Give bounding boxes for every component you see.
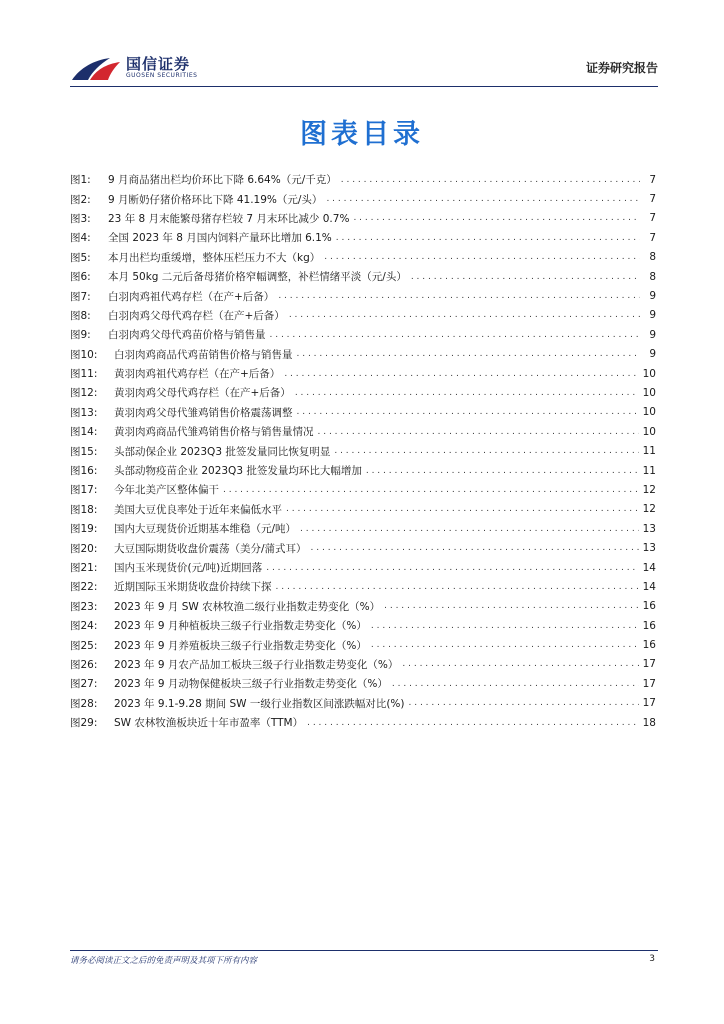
toc-entry[interactable] [70, 500, 656, 519]
toc-dot-leader [297, 349, 641, 359]
toc-figure-number: 图26: [70, 658, 98, 671]
toc-page-number[interactable]: 10 [642, 425, 656, 438]
toc-figure-title[interactable]: 黄羽肉鸡父母代雏鸡销售价格震荡调整 [114, 406, 293, 419]
toc-figure-title[interactable]: 2023 年 9 月种植板块三级子行业指数走势变化（%） [114, 620, 367, 633]
toc-figure-number: 图9: [70, 329, 91, 342]
toc-figure-number: 图19: [70, 523, 98, 536]
toc-entry[interactable] [70, 422, 656, 441]
page-number: 3 [649, 954, 655, 964]
toc-page-number[interactable]: 18 [642, 716, 656, 729]
toc-page-number[interactable]: 9 [649, 328, 656, 341]
toc-page-number[interactable]: 17 [642, 677, 656, 690]
toc-dot-leader [295, 388, 639, 398]
toc-entry[interactable] [70, 461, 656, 480]
toc-figure-number: 图24: [70, 620, 98, 633]
toc-entry[interactable] [70, 209, 656, 228]
toc-figure-number: 图6: [70, 271, 91, 284]
toc-figure-title[interactable]: 2023 年 9 月农产品加工板块三级子行业指数走势变化（%） [114, 658, 399, 671]
guosen-logo [70, 52, 230, 84]
toc-page-number[interactable]: 12 [642, 483, 656, 496]
toc-entry[interactable] [70, 345, 656, 364]
page-title: 图表目录 [300, 119, 424, 150]
toc-entry[interactable] [70, 558, 656, 577]
toc-page-number[interactable]: 8 [649, 251, 656, 264]
toc-entry[interactable] [70, 228, 656, 247]
toc-entry[interactable] [70, 713, 656, 732]
toc-entry[interactable] [70, 267, 656, 286]
toc-figure-number: 图8: [70, 309, 91, 322]
toc-dot-leader [353, 213, 640, 223]
header-divider [70, 86, 658, 87]
toc-figure-title[interactable]: 今年北美产区整体偏干 [114, 484, 219, 497]
toc-figure-number: 图5: [70, 251, 91, 264]
toc-figure-title[interactable]: SW 农林牧渔板块近十年市盈率（TTM） [114, 717, 304, 730]
toc-dot-leader [284, 369, 638, 379]
figure-table-of-contents [70, 170, 656, 732]
toc-page-number[interactable]: 7 [649, 231, 656, 244]
toc-dot-leader [297, 407, 639, 417]
toc-page-number[interactable]: 13 [642, 542, 656, 555]
toc-dot-leader [371, 621, 639, 631]
toc-figure-number: 图4: [70, 232, 91, 245]
toc-figure-title[interactable]: 2023 年 9 月 SW 农林牧渔二级行业指数走势变化（%） [114, 600, 381, 613]
toc-figure-number: 图29: [70, 717, 98, 730]
toc-figure-title[interactable]: 23 年 8 月末能繁母猪存栏较 7 月末环比减少 0.7% [108, 212, 350, 225]
toc-figure-number: 图14: [70, 426, 98, 439]
page-header [70, 52, 658, 86]
toc-figure-title[interactable]: 全国 2023 年 8 月国内饲料产量环比增加 6.1% [108, 232, 332, 245]
toc-dot-leader [402, 659, 638, 669]
toc-figure-title[interactable]: 白羽肉鸡祖代鸡存栏（在产+后备） [108, 290, 275, 303]
toc-figure-number: 图13: [70, 406, 98, 419]
toc-dot-leader [326, 194, 640, 204]
toc-page-number[interactable]: 7 [649, 193, 656, 206]
toc-page-number[interactable]: 11 [642, 445, 656, 458]
toc-figure-title[interactable]: 2023 年 9.1-9.28 期间 SW 一级行业指数区间涨跌幅对比(%) [114, 697, 405, 710]
toc-figure-number: 图20: [70, 542, 98, 555]
toc-figure-title[interactable]: 国内大豆现货价近期基本维稳（元/吨） [114, 523, 297, 536]
toc-figure-number: 图21: [70, 562, 98, 574]
toc-figure-number: 图1: [70, 174, 91, 187]
toc-entry[interactable] [70, 403, 656, 422]
toc-page-number[interactable]: 16 [642, 639, 656, 652]
toc-dot-leader [341, 175, 640, 185]
toc-page-number[interactable]: 14 [642, 561, 656, 574]
toc-entry[interactable] [70, 674, 656, 693]
toc-dot-leader [336, 233, 640, 243]
toc-figure-title[interactable]: 黄羽肉鸡父母代鸡存栏（在产+后备） [114, 387, 291, 400]
toc-figure-title[interactable]: 2023 年 9 月动物保健板块三级子行业指数走势变化（%） [114, 678, 388, 691]
toc-figure-title[interactable]: 头部动保企业 2023Q3 批签发量同比恢复明显 [114, 445, 331, 458]
toc-figure-title[interactable]: 本月 50kg 二元后备母猪价格窄幅调整，补栏情绪平淡（元/头） [108, 271, 407, 284]
toc-figure-title[interactable]: 2023 年 9 月养殖板块三级子行业指数走势变化（%） [114, 639, 367, 652]
toc-figure-number: 图17: [70, 484, 98, 497]
toc-entry[interactable] [70, 383, 656, 402]
toc-figure-number: 图11: [70, 368, 98, 381]
toc-dot-leader [318, 427, 639, 437]
toc-entry[interactable] [70, 189, 656, 208]
toc-figure-title[interactable]: 9 月断奶仔猪价格环比下降 41.19%（元/头） [108, 193, 323, 206]
toc-figure-number: 图15: [70, 445, 98, 458]
toc-dot-leader [276, 582, 639, 592]
toc-entry[interactable] [70, 519, 656, 538]
toc-page-number[interactable]: 9 [649, 290, 656, 303]
toc-figure-number: 图28: [70, 697, 98, 710]
toc-page-number[interactable]: 9 [649, 309, 656, 322]
toc-figure-number: 图25: [70, 639, 98, 652]
toc-dot-leader [223, 485, 639, 495]
toc-entry[interactable] [70, 655, 656, 674]
toc-figure-title[interactable]: 头部动物疫苗企业 2023Q3 批签发量均环比大幅增加 [114, 465, 362, 478]
toc-entry[interactable] [70, 538, 656, 557]
toc-figure-title[interactable]: 黄羽肉鸡商品代雏鸡销售价格与销售量情况 [114, 426, 314, 439]
footer-divider [70, 950, 658, 951]
toc-page-number[interactable]: 7 [649, 212, 656, 225]
toc-page-number[interactable]: 10 [642, 367, 656, 380]
toc-dot-leader [324, 252, 640, 262]
toc-page-number[interactable]: 9 [649, 348, 656, 361]
toc-dot-leader [286, 504, 639, 514]
toc-dot-leader [278, 291, 640, 301]
logo-english-name: GUOSEN SECURITIES [126, 72, 198, 79]
logo-chinese-name: 国信证券 [126, 55, 191, 73]
toc-dot-leader [300, 524, 639, 534]
toc-dot-leader [366, 466, 639, 476]
toc-figure-title[interactable]: 9 月商品猪出栏均价环比下降 6.64%（元/千克） [108, 174, 337, 187]
toc-dot-leader [266, 563, 638, 573]
toc-dot-leader [371, 640, 639, 650]
toc-dot-leader [334, 446, 638, 456]
toc-page-number[interactable]: 8 [649, 270, 656, 283]
toc-page-number[interactable]: 13 [642, 522, 656, 535]
toc-dot-leader [311, 543, 639, 553]
toc-page-number[interactable]: 7 [649, 173, 656, 186]
toc-figure-number: 图22: [70, 581, 98, 594]
toc-entry[interactable] [70, 306, 656, 325]
toc-figure-number: 图10: [70, 348, 98, 361]
toc-dot-leader [411, 272, 640, 282]
toc-figure-title[interactable]: 近期国际玉米期货收盘价持续下探 [114, 581, 272, 594]
toc-entry[interactable] [70, 286, 656, 305]
toc-figure-title[interactable]: 美国大豆优良率处于近年来偏低水平 [114, 503, 282, 516]
disclaimer-note: 请务必阅读正文之后的免责声明及其项下所有内容 [70, 956, 258, 966]
toc-page-number[interactable]: 10 [642, 386, 656, 399]
guosen-logo-icon [70, 54, 122, 82]
toc-dot-leader [384, 601, 639, 611]
toc-page-number[interactable]: 16 [642, 600, 656, 613]
toc-figure-title[interactable]: 黄羽肉鸡祖代鸡存栏（在产+后备） [114, 368, 281, 381]
toc-page-number[interactable]: 14 [642, 580, 656, 593]
toc-page-number[interactable]: 17 [642, 697, 656, 710]
toc-entry[interactable] [70, 694, 656, 713]
toc-figure-number: 图7: [70, 290, 91, 303]
toc-dot-leader [270, 330, 641, 340]
toc-entry[interactable] [70, 577, 656, 596]
toc-entry[interactable] [70, 248, 656, 267]
toc-figure-title[interactable]: 白羽肉鸡父母代鸡存栏（在产+后备） [108, 309, 285, 322]
toc-entry[interactable] [70, 170, 656, 189]
toc-entry[interactable] [70, 441, 656, 460]
toc-figure-number: 图16: [70, 465, 98, 478]
toc-entry[interactable] [70, 480, 656, 499]
toc-figure-title[interactable]: 国内玉米现货价(元/吨)近期回落 [114, 562, 263, 574]
toc-dot-leader [392, 679, 639, 689]
toc-figure-title[interactable]: 白羽肉鸡商品代鸡苗销售价格与销售量 [114, 348, 293, 361]
toc-figure-title[interactable]: 本月出栏均重缓增，整体压栏压力不大（kg） [108, 251, 321, 264]
toc-figure-number: 图18: [70, 503, 98, 516]
toc-page-number[interactable]: 11 [642, 464, 656, 477]
toc-figure-number: 图23: [70, 600, 98, 613]
toc-figure-title[interactable]: 大豆国际期货收盘价震荡（美分/蒲式耳） [114, 542, 307, 555]
toc-page-number[interactable]: 10 [642, 406, 656, 419]
toc-page-number[interactable]: 16 [642, 619, 656, 632]
toc-page-number[interactable]: 12 [642, 503, 656, 516]
toc-figure-number: 图2: [70, 193, 91, 206]
report-type-label: 证券研究报告 [585, 61, 658, 75]
toc-entry[interactable] [70, 616, 656, 635]
toc-figure-title[interactable]: 白羽肉鸡父母代鸡苗价格与销售量 [108, 329, 266, 342]
toc-dot-leader [307, 718, 639, 728]
toc-figure-number: 图3: [70, 212, 91, 225]
toc-dot-leader [289, 310, 640, 320]
toc-figure-number: 图27: [70, 678, 98, 691]
toc-entry[interactable] [70, 597, 656, 616]
toc-entry[interactable] [70, 635, 656, 654]
toc-page-number[interactable]: 17 [642, 658, 656, 671]
toc-entry[interactable] [70, 325, 656, 344]
toc-dot-leader [409, 698, 639, 708]
toc-entry[interactable] [70, 364, 656, 383]
toc-figure-number: 图12: [70, 387, 98, 400]
